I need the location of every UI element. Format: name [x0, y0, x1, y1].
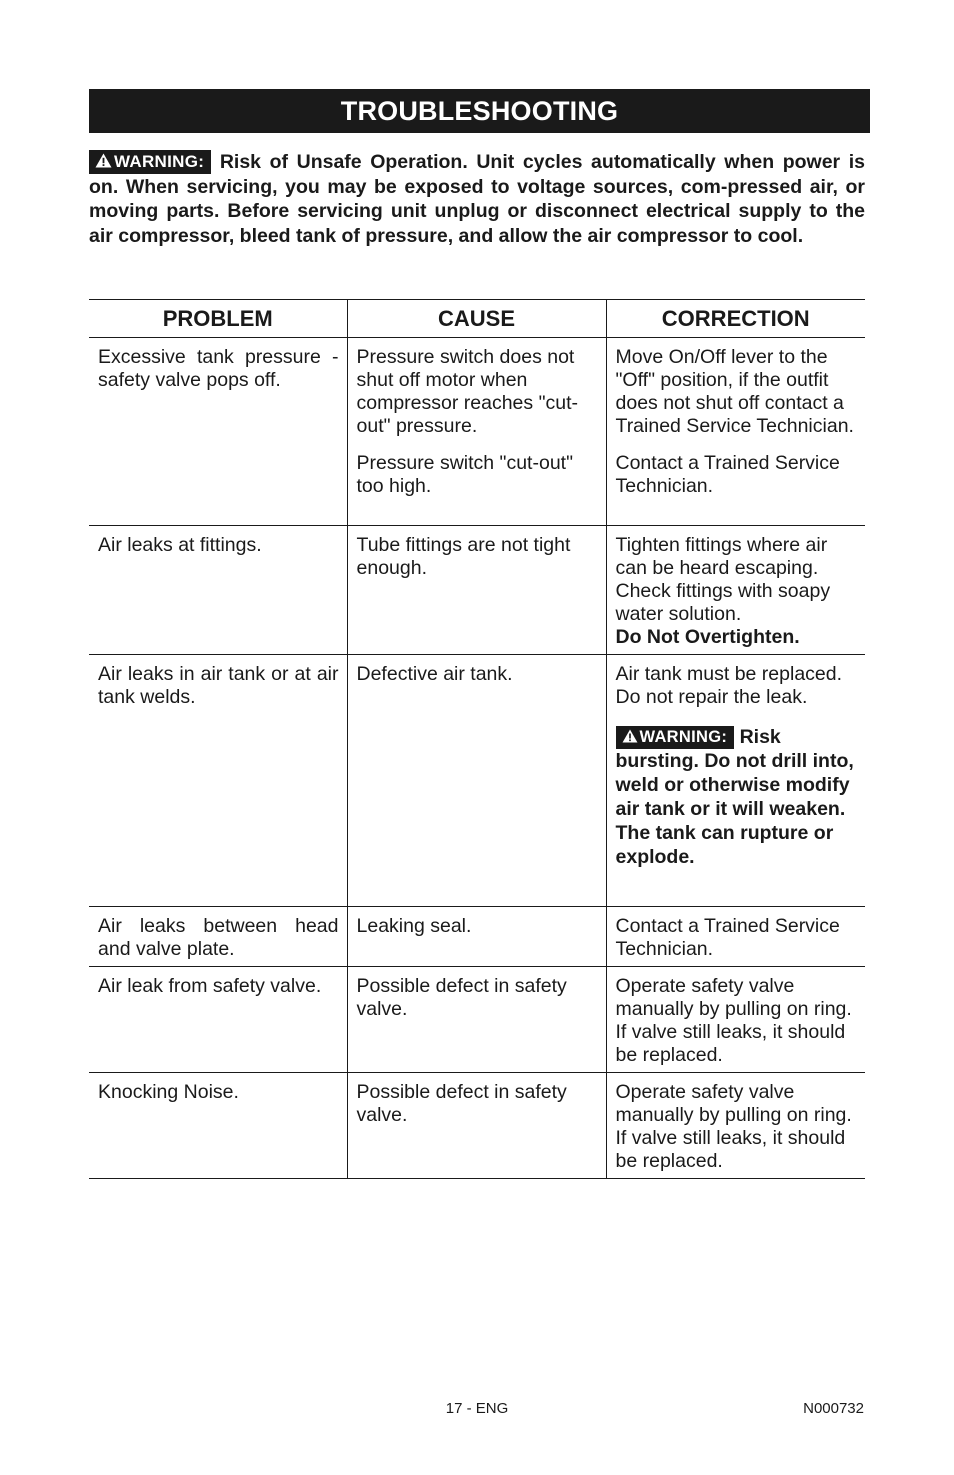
warning-triangle-icon: [95, 153, 112, 168]
table-row: [89, 967, 865, 1073]
problem-cell: Knocking Noise.: [89, 1073, 347, 1179]
cause-cell: Possible defect in safety valve.: [347, 1073, 606, 1179]
warning-badge: [616, 726, 735, 749]
table-row: [89, 655, 865, 907]
problem-cell: Excessive tank pressure - safety valve pops off.: [89, 338, 347, 526]
problem-cell: Air leak from safety valve.: [89, 967, 347, 1073]
problem-cell: Air leaks between head and valve plate.: [89, 907, 347, 967]
correction-cell: Contact a Trained Service Technician.: [606, 907, 865, 967]
page-number: 17 - ENG: [445, 1400, 509, 1417]
cause-cell: Tube fittings are not tight enough.: [347, 526, 606, 655]
troubleshooting-table: [89, 299, 865, 1179]
correction-text: Tighten fittings where air can be heard escaping. Check fittings with soapy water solution.: [615, 534, 831, 625]
warning-text: Risk of Unsafe Operation. Unit cycles automatically when power is on. When servicing, you may be exposed to voltage sources, com-pressed air, or moving parts. Before servicing unit unplug or disconnect electrical supply to the air compressor, bleed tank of pressure, and allow the air compressor to cool.: [89, 151, 865, 247]
table-row: [89, 338, 865, 526]
tank-warning-text: Risk bursting. Do not drill into, weld or otherwise modify air tank or it will weaken. The tank can rupture or explode.: [615, 726, 854, 868]
cause-text: Pressure switch does not shut off motor when compressor reaches "cut-out" pressure.: [356, 346, 578, 437]
correction-cell: [606, 526, 865, 655]
correction-cell: Operate safety valve manually by pulling on ring. If valve still leaks, it should be replaced.: [606, 1073, 865, 1179]
table-row: [89, 907, 865, 967]
header-correction: CORRECTION: [606, 300, 865, 338]
page-title: TROUBLESHOOTING: [89, 89, 870, 133]
cause-text: Pressure switch "cut-out" too high.: [356, 452, 573, 497]
warning-triangle-icon: [622, 729, 638, 743]
correction-cell: [606, 338, 865, 526]
correction-emphasis: Do Not Overtighten.: [615, 626, 800, 648]
tank-warning: [616, 725, 858, 869]
header-problem: PROBLEM: [89, 300, 347, 338]
correction-text: Air tank must be replaced. Do not repair the leak.: [615, 663, 843, 708]
problem-cell: Air leaks in air tank or at air tank welds.: [89, 655, 347, 907]
warning-badge-label: WARNING:: [114, 152, 205, 171]
cause-cell: Defective air tank.: [347, 655, 606, 907]
correction-text: Contact a Trained Service Technician.: [615, 452, 840, 497]
correction-cell: [606, 655, 865, 907]
cause-cell: Possible defect in safety valve.: [347, 967, 606, 1073]
header-cause: CAUSE: [347, 300, 606, 338]
correction-text: Move On/Off lever to the "Off" position, if the outfit does not shut off contact a Trained Service Technician.: [615, 346, 854, 437]
table-header-row: [89, 300, 865, 338]
cause-cell: [347, 338, 606, 526]
correction-cell: Operate safety valve manually by pulling on ring. If valve still leaks, it should be replaced.: [606, 967, 865, 1073]
warning-badge-label: WARNING:: [639, 728, 728, 746]
document-code: N000732: [803, 1400, 864, 1417]
warning-notice: [89, 150, 865, 248]
cause-cell: Leaking seal.: [347, 907, 606, 967]
warning-badge: [89, 150, 211, 174]
table-row: [89, 526, 865, 655]
table-row: [89, 1073, 865, 1179]
problem-cell: Air leaks at fittings.: [89, 526, 347, 655]
